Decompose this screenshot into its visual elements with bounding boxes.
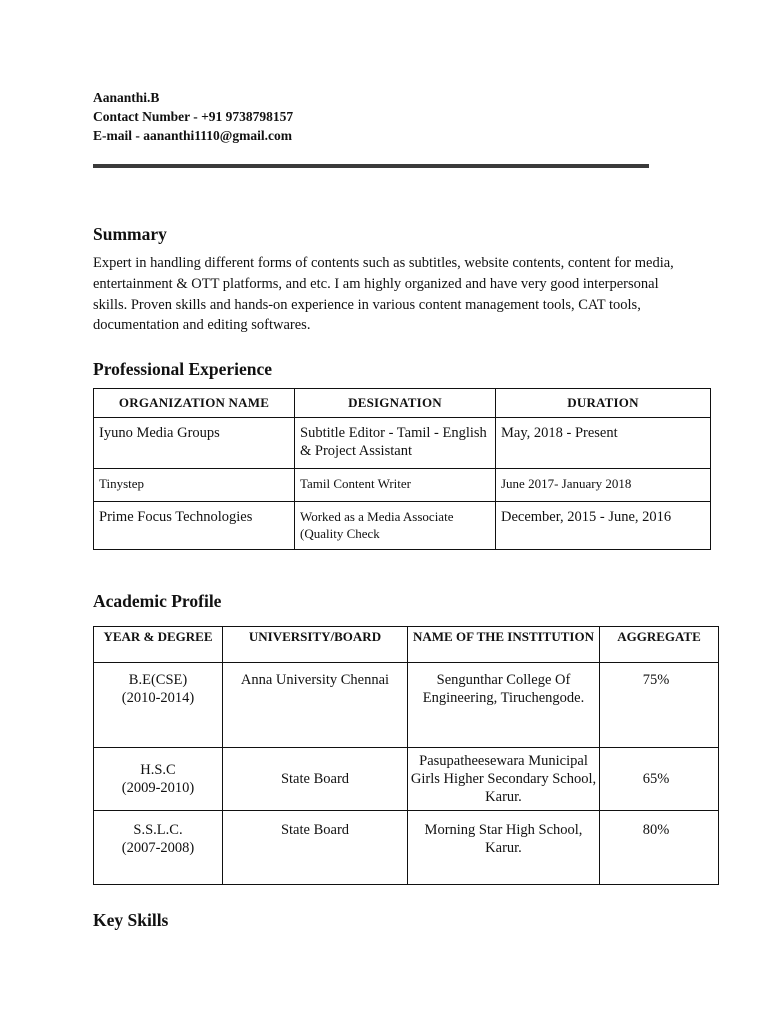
experience-designation: Subtitle Editor - Tamil - English & Project Assistant (295, 418, 496, 469)
col-header-organization: ORGANIZATION NAME (94, 389, 295, 418)
experience-duration: December, 2015 - June, 2016 (496, 502, 711, 550)
experience-heading: Professional Experience (93, 359, 273, 379)
academic-degree-cell (94, 811, 223, 885)
academic-years: (2009-2010) (121, 780, 195, 796)
academic-degree: B.E(CSE) (128, 672, 188, 688)
table-row (94, 811, 719, 885)
experience-org: Iyuno Media Groups (94, 418, 295, 469)
academic-institution: Morning Star High School, Karur. (408, 811, 600, 885)
col-header-degree: YEAR & DEGREE (94, 627, 223, 663)
academic-board: State Board (223, 748, 408, 811)
academic-years: (2010-2014) (121, 690, 195, 706)
contact-number: Contact Number - +91 9738798157 (93, 109, 294, 124)
academic-institution: Pasupatheesewara Municipal Girls Higher Secondary School, Karur. (408, 748, 600, 811)
academic-institution: Sengunthar College Of Engineering, Tiruchengode. (408, 663, 600, 748)
table-row (94, 469, 711, 502)
experience-header-row (94, 389, 711, 418)
skills-heading: Key Skills (93, 910, 169, 930)
candidate-name: Aananthi.B (93, 90, 160, 105)
col-header-designation: DESIGNATION (295, 389, 496, 418)
academic-table (93, 626, 719, 885)
academic-degree: S.S.L.C. (133, 822, 183, 838)
col-header-institution: NAME OF THE INSTITUTION (408, 627, 600, 663)
table-row (94, 418, 711, 469)
col-header-board: UNIVERSITY/BOARD (223, 627, 408, 663)
academic-board: State Board (223, 811, 408, 885)
contact-block (93, 88, 293, 145)
experience-duration: May, 2018 - Present (496, 418, 711, 469)
table-row (94, 663, 719, 748)
academic-header-row (94, 627, 719, 663)
academic-degree-cell (94, 748, 223, 811)
email-address: E-mail - aananthi1110@gmail.com (93, 128, 292, 143)
academic-aggregate: 75% (600, 663, 719, 748)
academic-aggregate: 80% (600, 811, 719, 885)
academic-heading: Academic Profile (93, 591, 222, 611)
experience-designation: Worked as a Media Associate (Quality Check (295, 502, 496, 550)
academic-aggregate: 65% (600, 748, 719, 811)
academic-years: (2007-2008) (121, 840, 195, 856)
experience-org: Tinystep (94, 469, 295, 502)
experience-table (93, 388, 711, 550)
academic-degree-cell (94, 663, 223, 748)
header-divider (93, 164, 649, 168)
academic-degree: H.S.C (140, 762, 176, 778)
table-row (94, 502, 711, 550)
experience-org: Prime Focus Technologies (94, 502, 295, 550)
academic-board: Anna University Chennai (223, 663, 408, 748)
col-header-duration: DURATION (496, 389, 711, 418)
table-row (94, 748, 719, 811)
experience-duration: June 2017- January 2018 (496, 469, 711, 502)
col-header-aggregate: AGGREGATE (600, 627, 719, 663)
summary-heading: Summary (93, 224, 167, 244)
experience-designation: Tamil Content Writer (295, 469, 496, 502)
summary-text: Expert in handling different forms of contents such as subtitles, website contents, content for media, entertainment & OTT platforms, and etc. I am highly organized and have very good interpersonal skills. Proven skills and hands-on experience in various content management tools, CAT tools, documentation and editing softwares. (93, 255, 674, 334)
